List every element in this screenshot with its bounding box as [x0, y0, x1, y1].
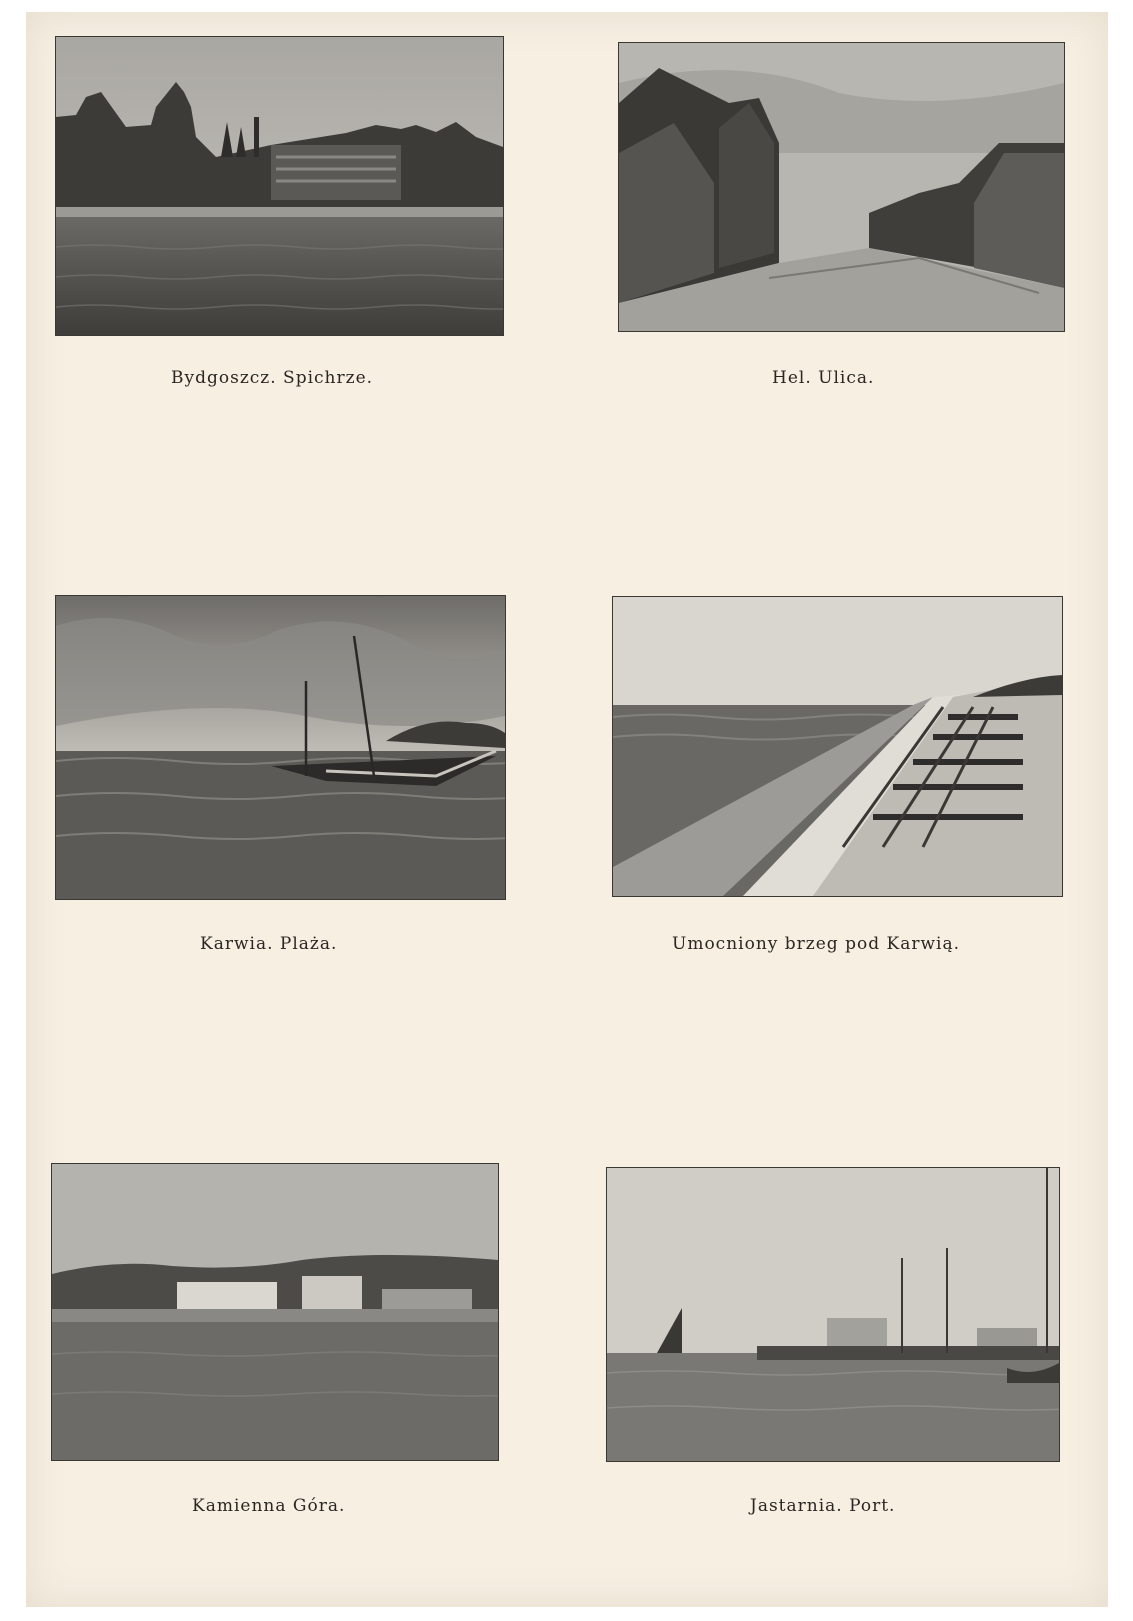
album-page [26, 12, 1108, 1607]
caption-kamienna-gora: Kamienna Góra. [192, 1496, 346, 1516]
caption-umocniony-brzeg: Umocniony brzeg pod Karwią. [672, 934, 960, 954]
photo-umocniony-brzeg [612, 596, 1063, 897]
caption-jastarnia: Jastarnia. Port. [750, 1496, 896, 1516]
caption-hel: Hel. Ulica. [772, 368, 875, 388]
caption-bydgoszcz: Bydgoszcz. Spichrze. [171, 368, 374, 388]
photo-karwia-plaza [55, 595, 506, 900]
photo-bydgoszcz-spichrze [55, 36, 504, 336]
photo-hel-ulica [618, 42, 1065, 332]
photo-jastarnia-port [606, 1167, 1060, 1462]
caption-karwia-plaza: Karwia. Plaża. [200, 934, 338, 954]
photo-kamienna-gora [51, 1163, 499, 1461]
